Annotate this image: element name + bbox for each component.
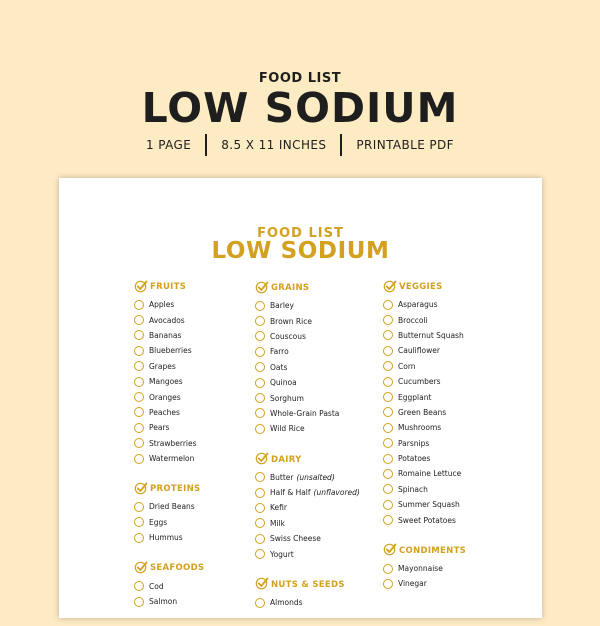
- section-title: SEAFOODS: [150, 563, 205, 574]
- list-item: [255, 485, 380, 500]
- check-circle-icon: [134, 480, 150, 499]
- list-item: [383, 389, 513, 404]
- item-label: Mushrooms: [398, 423, 442, 433]
- checkbox[interactable]: [134, 533, 144, 543]
- list-item: [255, 470, 380, 485]
- checkbox[interactable]: [383, 361, 393, 371]
- list-item: [255, 344, 380, 359]
- checkbox[interactable]: [255, 488, 265, 498]
- item-note: (unsalted): [296, 472, 335, 482]
- list-item: [134, 297, 254, 312]
- item-label: Summer Squash: [398, 500, 460, 510]
- checkbox[interactable]: [134, 392, 144, 402]
- checkbox[interactable]: [255, 408, 265, 418]
- item-label: Avocados: [149, 315, 185, 325]
- section-title: VEGGIES: [399, 282, 443, 292]
- checkbox[interactable]: [383, 469, 393, 479]
- spec-format: PRINTABLE PDF: [356, 138, 454, 152]
- item-label: Yogurt: [270, 549, 294, 559]
- list-item: [134, 594, 254, 609]
- list-item: [255, 421, 380, 436]
- list-item: [383, 328, 513, 343]
- section-seafoods: [134, 561, 254, 609]
- check-circle-icon: [255, 575, 271, 594]
- food-column-1: [134, 280, 254, 625]
- section-header: [134, 561, 254, 575]
- list-item: [255, 298, 380, 313]
- list-item: [134, 374, 254, 389]
- item-label: Dried Beans: [149, 502, 195, 512]
- list-item: [383, 405, 513, 420]
- checkbox[interactable]: [255, 301, 265, 311]
- sheet-kicker: FOOD LIST: [257, 226, 344, 241]
- item-label: Parsnips: [398, 438, 430, 448]
- section-grains: [255, 281, 380, 437]
- list-item: [383, 420, 513, 435]
- list-item: [255, 360, 380, 375]
- list-item: [134, 578, 254, 593]
- list-item: [134, 359, 254, 374]
- item-label: Potatoes: [398, 454, 431, 464]
- list-item: [383, 312, 513, 327]
- item-label: Cod: [149, 581, 164, 591]
- sheet-title: LOW SODIUM: [211, 238, 390, 264]
- checkbox[interactable]: [383, 500, 393, 510]
- checkbox[interactable]: [134, 597, 144, 607]
- spec-size: 8.5 X 11 INCHES: [221, 138, 327, 152]
- list-item: [383, 359, 513, 374]
- food-column-2: [255, 281, 380, 626]
- list-item: [383, 451, 513, 466]
- checkbox[interactable]: [134, 315, 144, 325]
- section-header: [134, 280, 254, 294]
- item-label: Half & Half: [270, 488, 311, 498]
- checkbox[interactable]: [383, 423, 393, 433]
- item-label: Almonds: [270, 598, 303, 608]
- section-title: PROTEINS: [150, 484, 201, 495]
- item-label: Butternut Squash: [398, 330, 464, 340]
- checkbox[interactable]: [255, 598, 265, 608]
- item-label: Watermelon: [149, 454, 195, 464]
- item-label: Grapes: [149, 361, 176, 371]
- list-item: [134, 530, 254, 545]
- checkbox[interactable]: [134, 454, 144, 464]
- header-title: LOW SODIUM: [141, 84, 459, 132]
- checkbox[interactable]: [134, 300, 144, 310]
- section-header: [383, 280, 513, 294]
- item-label: Kefir: [270, 503, 287, 513]
- check-circle-icon: [383, 541, 399, 560]
- checkbox[interactable]: [383, 579, 393, 589]
- item-label: Salmon: [149, 597, 178, 607]
- list-item: [134, 312, 254, 327]
- check-circle-icon: [134, 559, 150, 578]
- checkbox[interactable]: [255, 503, 265, 513]
- list-item: [134, 515, 254, 530]
- item-label: Cucumbers: [398, 377, 441, 387]
- list-item: [134, 436, 254, 451]
- list-item: [383, 343, 513, 358]
- section-title: CONDIMENTS: [399, 545, 467, 556]
- item-label: Couscous: [270, 331, 306, 341]
- checkbox[interactable]: [383, 438, 393, 448]
- checkbox[interactable]: [255, 549, 265, 559]
- item-label: Strawberries: [149, 438, 197, 448]
- list-item: [383, 482, 513, 497]
- section-title: FRUITS: [150, 282, 187, 292]
- list-item: [255, 595, 380, 610]
- list-item: [255, 390, 380, 405]
- item-label: Sweet Potatoes: [398, 515, 456, 525]
- checkbox[interactable]: [134, 438, 144, 448]
- item-label: Mangoes: [149, 377, 183, 387]
- item-label: Romaine Lettuce: [398, 469, 462, 479]
- item-label: Mayonnaise: [398, 564, 443, 574]
- item-label: Whole-Grain Pasta: [270, 408, 340, 418]
- list-item: [255, 313, 380, 328]
- check-circle-icon: [255, 279, 271, 298]
- item-label: Hummus: [149, 533, 183, 543]
- item-label: Swiss Cheese: [270, 534, 321, 544]
- section-nuts-seeds: [255, 578, 380, 610]
- item-label: Blueberries: [149, 346, 192, 356]
- list-item: [383, 374, 513, 389]
- printable-sheet: [59, 178, 542, 618]
- checkbox[interactable]: [134, 517, 144, 527]
- item-note: (unflavored): [313, 488, 360, 498]
- checkbox[interactable]: [134, 330, 144, 340]
- item-label: Vinegar: [398, 579, 427, 589]
- section-header: [255, 281, 380, 295]
- section-header: [255, 578, 380, 592]
- checkbox[interactable]: [255, 362, 265, 372]
- item-label: Apples: [149, 300, 175, 310]
- item-label: Peaches: [149, 407, 180, 417]
- checkbox[interactable]: [383, 454, 393, 464]
- checkbox[interactable]: [255, 316, 265, 326]
- item-label: Oats: [270, 362, 288, 372]
- header-kicker: FOOD LIST: [258, 71, 342, 86]
- checkbox[interactable]: [255, 534, 265, 544]
- item-label: Butter: [270, 472, 294, 482]
- checkbox[interactable]: [383, 407, 393, 417]
- checkbox[interactable]: [383, 484, 393, 494]
- checkbox[interactable]: [255, 347, 265, 357]
- checkbox[interactable]: [383, 346, 393, 356]
- checkbox[interactable]: [134, 346, 144, 356]
- checkbox[interactable]: [134, 377, 144, 387]
- list-item: [134, 389, 254, 404]
- checkbox[interactable]: [383, 300, 393, 310]
- checkbox[interactable]: [134, 361, 144, 371]
- checkbox[interactable]: [134, 581, 144, 591]
- item-label: Sorghum: [270, 393, 304, 403]
- item-label: Corn: [398, 361, 416, 371]
- checkbox[interactable]: [255, 472, 265, 482]
- item-label: Quinoa: [270, 378, 297, 388]
- checkbox[interactable]: [383, 392, 393, 402]
- checkbox[interactable]: [134, 502, 144, 512]
- list-item: [383, 512, 513, 527]
- checkbox[interactable]: [255, 331, 265, 341]
- section-header: [134, 482, 254, 496]
- list-item: [383, 436, 513, 451]
- item-label: Barley: [270, 301, 294, 311]
- food-column-3: [383, 280, 513, 608]
- checkbox[interactable]: [383, 564, 393, 574]
- item-label: Brown Rice: [270, 316, 312, 326]
- checkbox[interactable]: [255, 393, 265, 403]
- spec-pages: 1 PAGE: [146, 138, 192, 152]
- header-specs: [0, 134, 600, 156]
- checkbox[interactable]: [383, 315, 393, 325]
- list-item: [383, 561, 513, 576]
- section-fruits: [134, 280, 254, 466]
- list-item: [383, 297, 513, 312]
- checkbox[interactable]: [383, 515, 393, 525]
- item-label: Broccoli: [398, 315, 428, 325]
- section-condiments: [383, 544, 513, 592]
- list-item: [255, 406, 380, 421]
- list-item: [255, 329, 380, 344]
- checkbox[interactable]: [255, 424, 265, 434]
- section-title: GRAINS: [271, 283, 310, 293]
- item-label: Spinach: [398, 484, 428, 494]
- checkbox[interactable]: [134, 407, 144, 417]
- checkbox[interactable]: [134, 423, 144, 433]
- item-label: Bananas: [149, 330, 182, 340]
- list-item: [134, 343, 254, 358]
- list-item: [383, 576, 513, 591]
- item-label: Oranges: [149, 392, 181, 402]
- list-item: [255, 500, 380, 515]
- item-label: Milk: [270, 518, 285, 528]
- check-circle-icon: [134, 278, 150, 297]
- section-dairy: [255, 453, 380, 562]
- section-header: [383, 544, 513, 558]
- list-item: [134, 499, 254, 514]
- checkbox[interactable]: [383, 330, 393, 340]
- list-item: [255, 531, 380, 546]
- checkbox[interactable]: [383, 377, 393, 387]
- item-label: Pears: [149, 423, 170, 433]
- list-item: [383, 497, 513, 512]
- item-label: Wild Rice: [270, 424, 305, 434]
- section-proteins: [134, 482, 254, 545]
- list-item: [255, 375, 380, 390]
- item-label: Asparagus: [398, 300, 438, 310]
- item-label: Farro: [270, 347, 289, 357]
- list-item: [134, 420, 254, 435]
- list-item: [255, 546, 380, 561]
- list-item: [255, 516, 380, 531]
- list-item: [383, 466, 513, 481]
- list-item: [134, 451, 254, 466]
- checkbox[interactable]: [255, 378, 265, 388]
- section-veggies: [383, 280, 513, 528]
- item-label: Eggs: [149, 517, 168, 527]
- list-item: [134, 405, 254, 420]
- checkbox[interactable]: [255, 518, 265, 528]
- item-label: Green Beans: [398, 407, 447, 417]
- section-title: DAIRY: [271, 454, 302, 465]
- check-circle-icon: [383, 278, 399, 297]
- section-header: [255, 453, 380, 467]
- item-label: Eggplant: [398, 392, 432, 402]
- section-title: NUTS & SEEDS: [271, 579, 345, 590]
- list-item: [134, 328, 254, 343]
- item-label: Cauliflower: [398, 346, 440, 356]
- check-circle-icon: [255, 450, 271, 469]
